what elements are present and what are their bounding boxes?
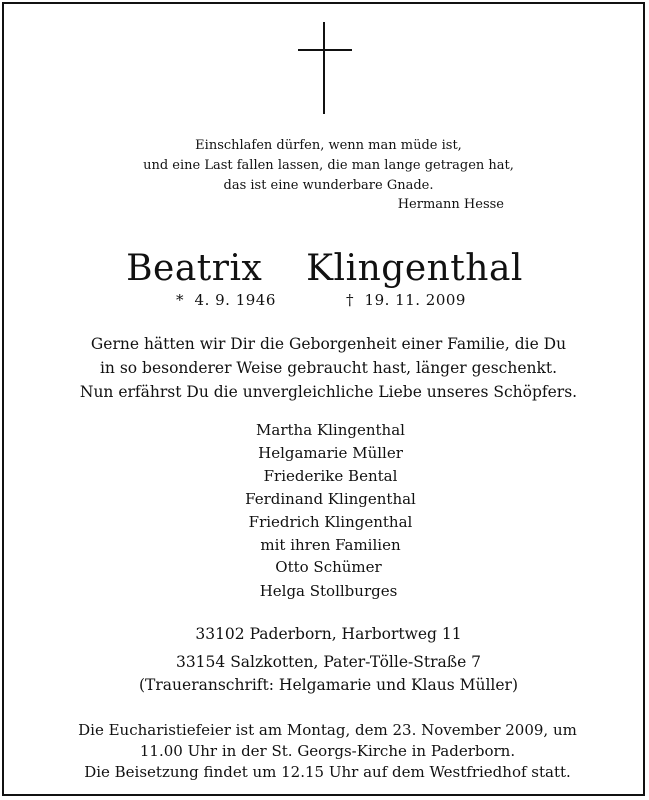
quote [4, 136, 649, 196]
mourner-name: Ferdinand Klingenthal [245, 490, 416, 508]
address-line: 33154 Salzkotten, Pater-Tölle-Straße 7 [175, 653, 482, 671]
mourner-name: mit ihren Familien [260, 536, 401, 554]
mourner-name: Friederike Bental [263, 467, 398, 485]
address-second [4, 651, 649, 697]
quote-author: Hermann Hesse [397, 197, 504, 212]
mourner-name: Otto Schümer [275, 558, 382, 576]
death-date: † 19. 11. 2009 [346, 291, 466, 309]
quote-line: und eine Last fallen lassen, die man lange getragen hat, [143, 158, 514, 173]
mourner-name: Martha Klingenthal [256, 421, 405, 439]
service-info [3, 720, 649, 783]
address-line: (Traueranschrift: Helgamarie und Klaus Müller) [139, 676, 518, 694]
message-text-2: Nun erfährst Du die unvergleichliche Liebe unseres Schöpfers. [79, 383, 578, 401]
other-mourners [4, 555, 649, 603]
mourner-name: Helgamarie Müller [258, 444, 403, 462]
service-line: Die Eucharistiefeier ist am Montag, dem 23. November 2009, um [78, 721, 577, 739]
deceased-name: Beatrix Klingenthal [126, 248, 523, 289]
message-line: in so besonderer Weise gebraucht hast, länger geschenkt. [99, 359, 558, 377]
quote-line: das ist eine wunderbare Gnade. [223, 178, 434, 193]
family-list [6, 419, 649, 557]
birth-date: * 4. 9. 1946 [176, 291, 276, 309]
quote-line: Einschlafen dürfen, wenn man müde ist, [195, 138, 462, 153]
service-line: Die Beisetzung findet um 12.15 Uhr auf dem Westfriedhof statt. [84, 763, 571, 781]
address-first: 33102 Paderborn, Harbortweg 11 [195, 625, 462, 643]
mourner-name: Friedrich Klingenthal [248, 513, 413, 531]
mourner-name: Helga Stollburges [259, 582, 398, 600]
service-line: 11.00 Uhr in der St. Georgs-Kirche in Paderborn. [139, 742, 516, 760]
message-line: Gerne hätten wir Dir die Geborgenheit einer Familie, die Du [90, 335, 567, 353]
cross-icon [298, 22, 352, 114]
message-text [4, 332, 649, 380]
